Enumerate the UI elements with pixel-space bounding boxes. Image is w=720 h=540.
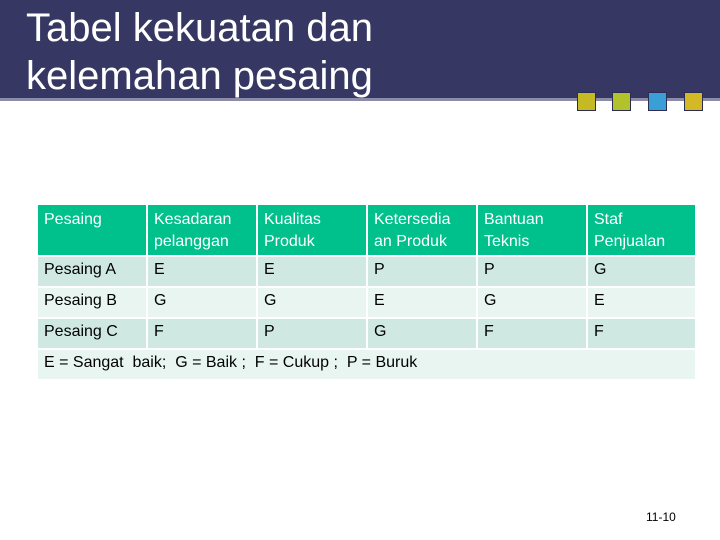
table-cell: F (147, 318, 257, 349)
table-cell: Pesaing B (37, 287, 147, 318)
decor-square-4 (684, 92, 703, 111)
decor-square-2 (612, 92, 631, 111)
decor-square-3 (648, 92, 667, 111)
legend-text: E = Sangat baik; G = Baik ; F = Cukup ; P = Buruk (37, 349, 696, 380)
table-row (37, 287, 696, 318)
table-cell: G (257, 287, 367, 318)
header-cell: Kualitas Produk (257, 204, 367, 256)
table-cell: P (367, 256, 477, 287)
slide-title: Tabel kekuatan dan kelemahan pesaing (26, 6, 373, 98)
table-cell: E (367, 287, 477, 318)
header-cell: Pesaing (37, 204, 147, 256)
table-row (37, 318, 696, 349)
header-cell: Bantuan Teknis (477, 204, 587, 256)
table-cell: G (477, 287, 587, 318)
legend-row (37, 349, 696, 380)
header-cell: Staf Penjualan (587, 204, 696, 256)
table-cell: E (587, 287, 696, 318)
decor-square-1 (577, 92, 596, 111)
table-cell: F (587, 318, 696, 349)
table-cell: E (257, 256, 367, 287)
table-cell: P (257, 318, 367, 349)
table-header-row (37, 204, 696, 256)
page-number: 11-10 (646, 510, 676, 524)
table-cell: G (147, 287, 257, 318)
table-cell: G (367, 318, 477, 349)
table-cell: G (587, 256, 696, 287)
header-cell: Ketersedia an Produk (367, 204, 477, 256)
table-cell: E (147, 256, 257, 287)
table-cell: Pesaing A (37, 256, 147, 287)
header-cell: Kesadaran pelanggan (147, 204, 257, 256)
table-cell: Pesaing C (37, 318, 147, 349)
table-cell: F (477, 318, 587, 349)
table-cell: P (477, 256, 587, 287)
table-row (37, 256, 696, 287)
competitor-table (36, 203, 697, 381)
